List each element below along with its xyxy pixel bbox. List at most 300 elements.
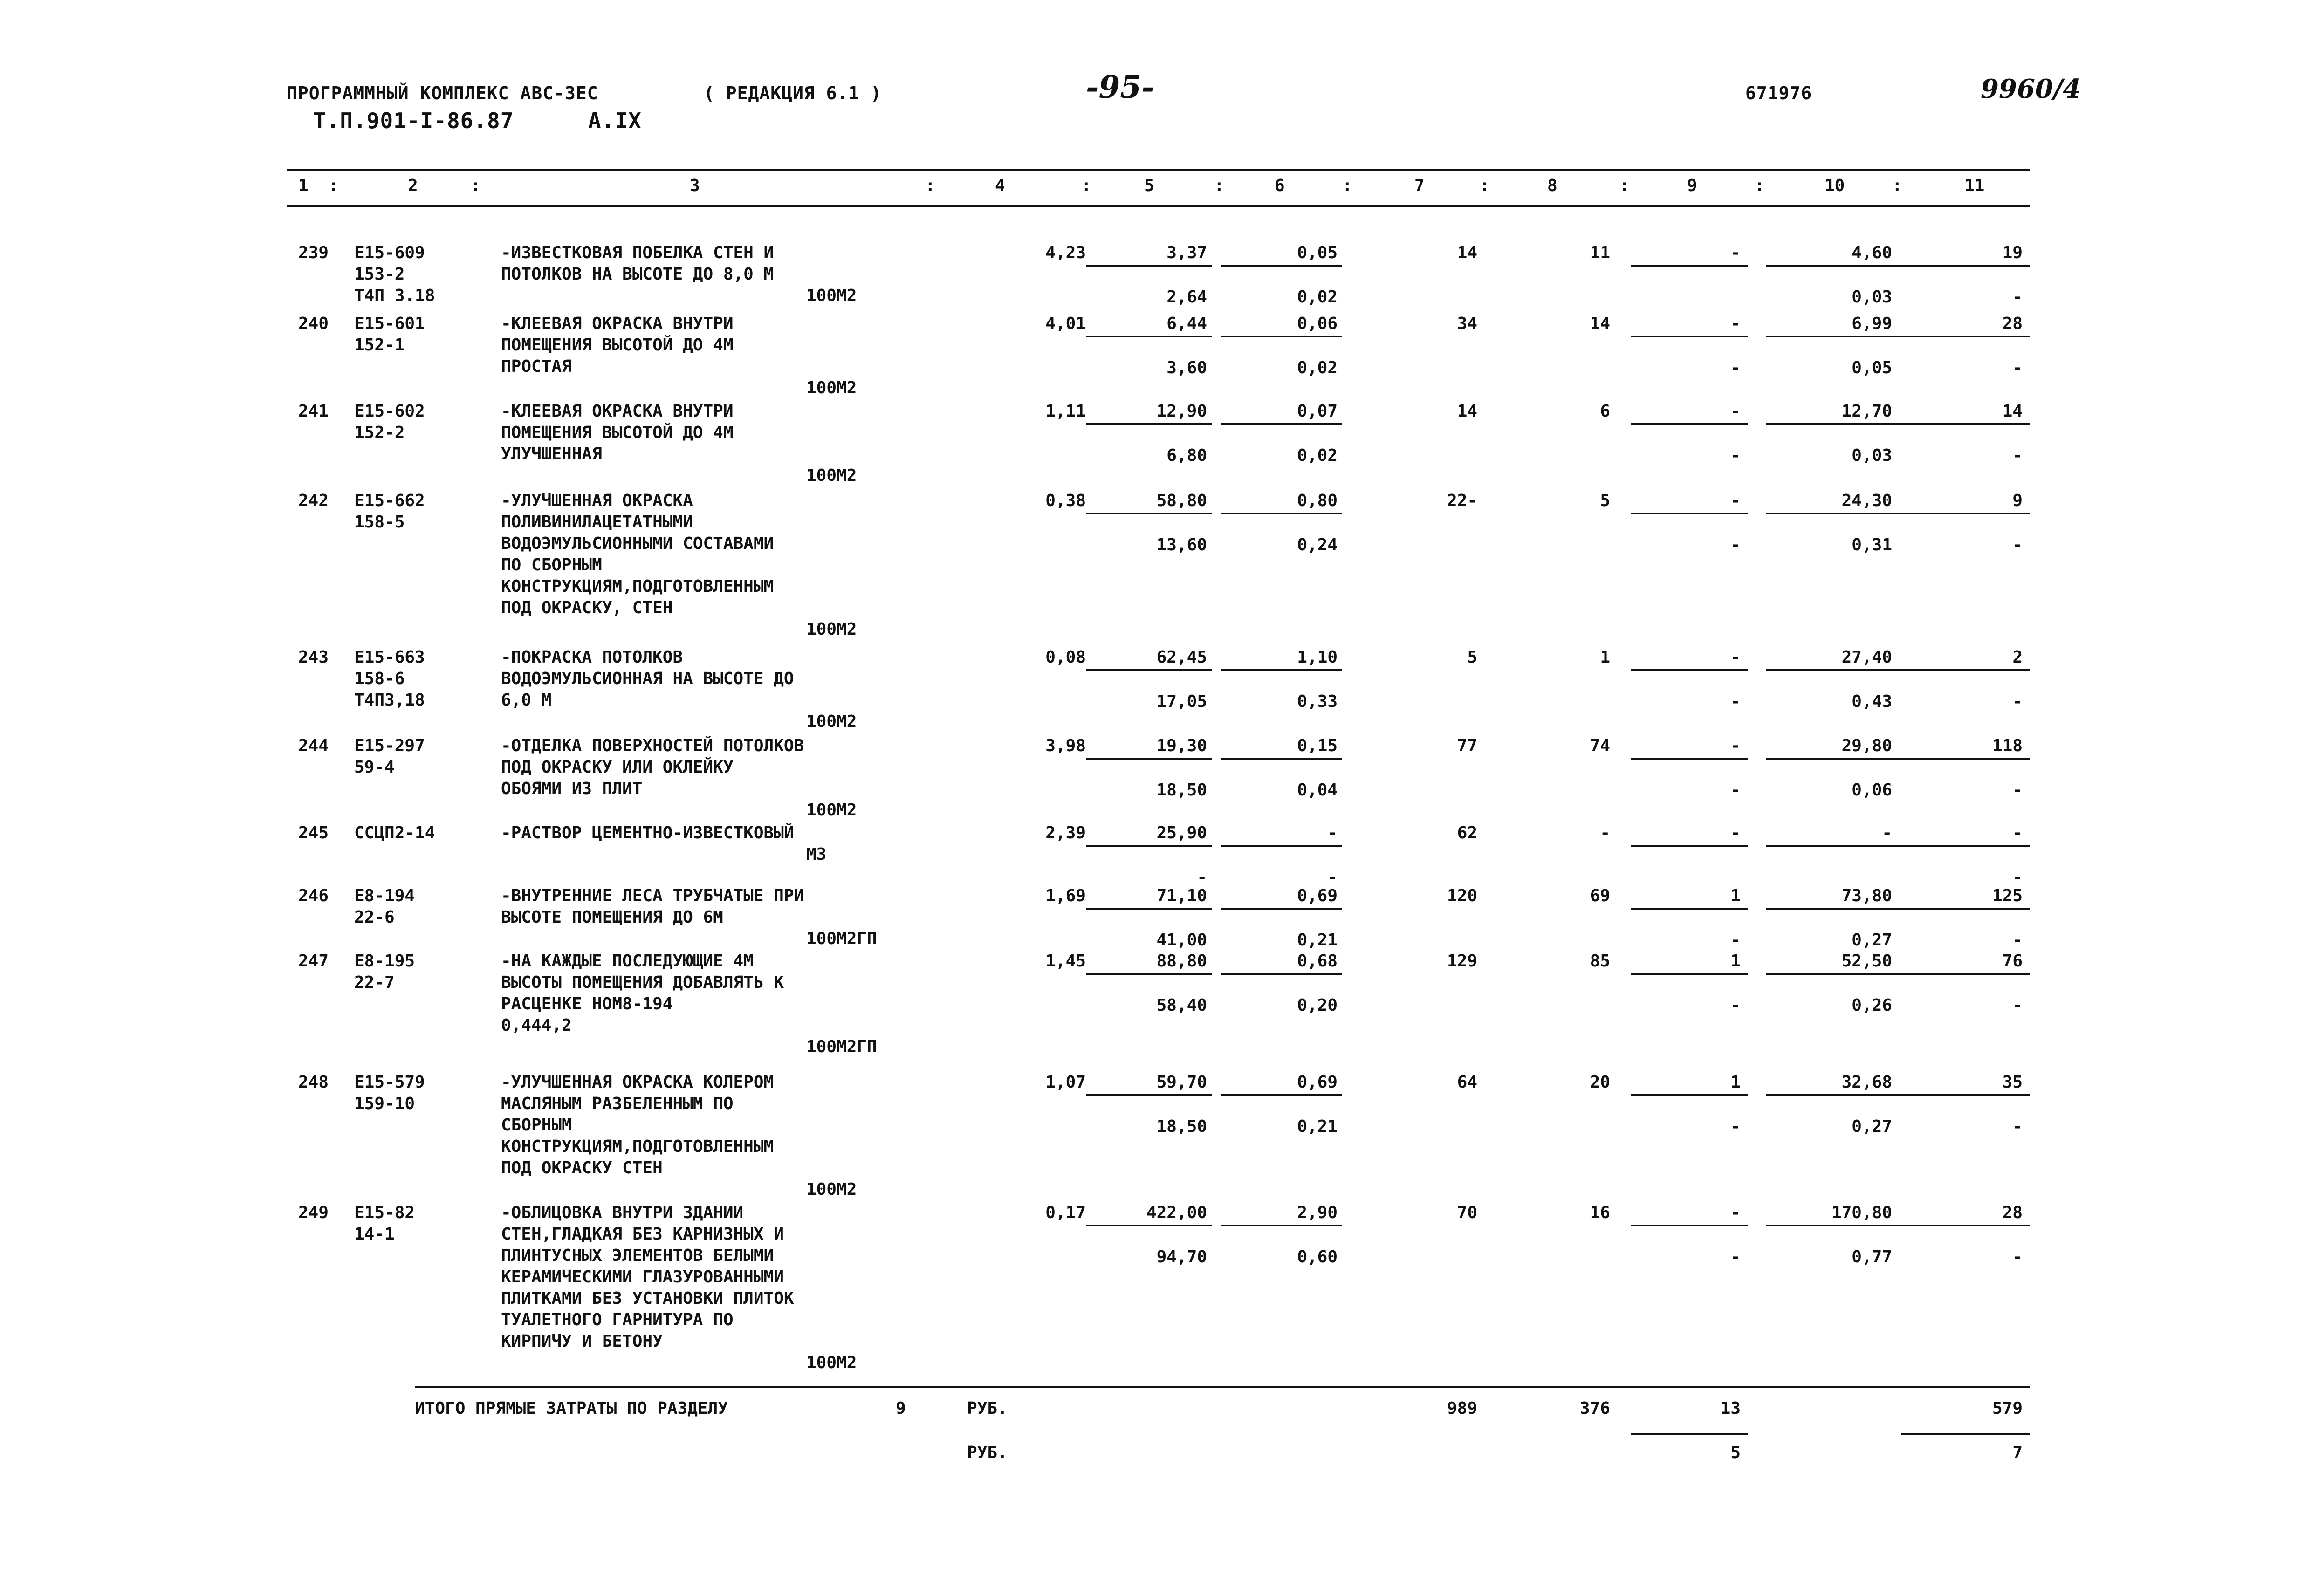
value-cell-c5-second: 18,50 — [1156, 1117, 1207, 1136]
rate-code: Е15-662 — [354, 491, 425, 510]
quantity-cell: 1,45 — [1045, 952, 1086, 971]
column-separator: : — [1892, 176, 1902, 195]
cell-rule — [1901, 758, 2030, 760]
cell-rule — [1086, 513, 1212, 514]
cell-rule — [1631, 423, 1748, 425]
value-cell-c9-second: - — [1730, 535, 1741, 555]
cell-rule — [1086, 758, 1212, 760]
value-cell-c6-second: 0,24 — [1297, 535, 1338, 555]
totals-currency-2: РУБ. — [967, 1443, 1008, 1462]
work-description: -ВНУТРЕННИЕ ЛЕСА ТРУБЧАТЫЕ ПРИ — [501, 886, 804, 905]
value-cell-c5: 62,45 — [1156, 648, 1207, 667]
row-number: 248 — [298, 1073, 329, 1092]
totals-col11-second: 7 — [2012, 1443, 2023, 1462]
quantity-cell: 2,39 — [1045, 823, 1086, 843]
row-number: 241 — [298, 402, 329, 421]
cell-rule — [1086, 423, 1212, 425]
value-cell-c9-second: - — [1730, 781, 1741, 800]
rate-reference: 14-1 — [354, 1225, 395, 1244]
value-cell-c6-second: 0,04 — [1297, 781, 1338, 800]
work-description: ПОД ОКРАСКУ СТЕН — [501, 1158, 663, 1178]
value-cell-c7: 70 — [1457, 1203, 1477, 1222]
column-separator: : — [925, 176, 935, 195]
value-cell-c11: - — [2012, 823, 2023, 843]
totals-label: ИТОГО ПРЯМЫЕ ЗАТРАТЫ ПО РАЗДЕЛУ — [415, 1399, 728, 1418]
work-description: ОБОЯМИ ИЗ ПЛИТ — [501, 779, 643, 798]
value-cell-c7: 64 — [1457, 1073, 1477, 1092]
page-number: -95- — [1086, 69, 1154, 105]
rate-reference: 158-5 — [354, 513, 405, 532]
value-cell-c9: - — [1730, 823, 1741, 843]
cell-rule — [1086, 1225, 1212, 1226]
value-cell-c10-second: 0,27 — [1852, 931, 1892, 950]
cell-rule — [1766, 423, 1906, 425]
value-cell-c9: - — [1730, 314, 1741, 333]
row-number: 240 — [298, 314, 329, 333]
program-title: ПРОГРАММНЫЙ КОМПЛЕКС АВС-ЗЕС — [287, 83, 598, 103]
cell-rule — [1766, 1094, 1906, 1096]
row-number: 244 — [298, 736, 329, 755]
value-cell-c5-second: 58,40 — [1156, 996, 1207, 1015]
unit-of-measure: 100М2 — [806, 378, 857, 397]
rate-code: Е15-601 — [354, 314, 425, 333]
cell-rule — [1221, 1094, 1342, 1096]
cell-rule — [1901, 845, 2030, 847]
work-description: УЛУЧШЕННАЯ — [501, 445, 602, 464]
work-description: РАСЦЕНКЕ НОМ8-194 — [501, 994, 673, 1014]
column-separator: : — [1342, 176, 1352, 195]
value-cell-c5-second: 13,60 — [1156, 535, 1207, 555]
value-cell-c9: - — [1730, 736, 1741, 755]
work-description: ВЫСОТЕ ПОМЕЩЕНИЯ ДО 6М — [501, 908, 723, 927]
value-cell-c9: 1 — [1730, 1073, 1741, 1092]
totals-col11: 579 — [1992, 1399, 2023, 1418]
totals-col9: 13 — [1720, 1399, 1741, 1418]
work-description: КОНСТРУКЦИЯМ,ПОДГОТОВЛЕННЫМ — [501, 577, 774, 596]
column-header-rule — [287, 205, 2030, 207]
cell-rule — [1221, 758, 1342, 760]
totals-col9-rule — [1631, 1433, 1748, 1435]
cell-rule — [1766, 265, 1906, 267]
value-cell-c11: 28 — [2002, 1203, 2023, 1222]
value-cell-c9-second: - — [1730, 931, 1741, 950]
work-description: ПОЛИВИНИЛАЦЕТАТНЫМИ — [501, 513, 693, 532]
value-cell-c10-second: 0,77 — [1852, 1247, 1892, 1267]
value-cell-c8: 11 — [1590, 243, 1610, 262]
value-cell-c5: 25,90 — [1156, 823, 1207, 843]
value-cell-c6: 0,05 — [1297, 243, 1338, 262]
value-cell-c11-second: - — [2012, 446, 2023, 465]
value-cell-c10: 52,50 — [1841, 952, 1892, 971]
column-header-9: 9 — [1687, 176, 1697, 195]
rate-reference: 158-6 — [354, 669, 405, 688]
cell-rule — [1221, 845, 1342, 847]
value-cell-c11-second: - — [2012, 535, 2023, 555]
unit-of-measure: 100М2 — [806, 1180, 857, 1199]
work-description: -ОТДЕЛКА ПОВЕРХНОСТЕЙ ПОТОЛКОВ — [501, 736, 804, 755]
cell-rule — [1766, 758, 1906, 760]
work-description: ПОД ОКРАСКУ ИЛИ ОКЛЕЙКУ — [501, 758, 734, 777]
album-number: А.IX — [588, 108, 642, 133]
cell-rule — [1221, 336, 1342, 337]
column-header-2: 2 — [408, 176, 418, 195]
value-cell-c10-second: 0,06 — [1852, 781, 1892, 800]
value-cell-c11-second: - — [2012, 868, 2023, 887]
cell-rule — [1086, 1094, 1212, 1096]
value-cell-c11: 28 — [2002, 314, 2023, 333]
value-cell-c7: 14 — [1457, 402, 1477, 421]
value-cell-c8: - — [1600, 823, 1610, 843]
row-number: 247 — [298, 952, 329, 971]
value-cell-c5-second: 3,60 — [1166, 358, 1207, 377]
value-cell-c10: 73,80 — [1841, 886, 1892, 905]
work-description: 0,444,2 — [501, 1016, 572, 1035]
value-cell-c5-second: 94,70 — [1156, 1247, 1207, 1267]
value-cell-c6-second: 0,60 — [1297, 1247, 1338, 1267]
value-cell-c10-second: 0,05 — [1852, 358, 1892, 377]
column-separator: : — [1619, 176, 1630, 195]
column-separator: : — [1755, 176, 1765, 195]
cell-rule — [1766, 513, 1906, 514]
column-separator: : — [1081, 176, 1091, 195]
work-description: 6,0 М — [501, 691, 552, 710]
unit-of-measure: 100М2ГП — [806, 1037, 877, 1056]
cell-rule — [1631, 669, 1748, 671]
value-cell-c11: 118 — [1992, 736, 2023, 755]
value-cell-c10: 12,70 — [1841, 402, 1892, 421]
value-cell-c8: 69 — [1590, 886, 1610, 905]
value-cell-c9: - — [1730, 1203, 1741, 1222]
value-cell-c7: 34 — [1457, 314, 1477, 333]
value-cell-c5-second: 18,50 — [1156, 781, 1207, 800]
column-separator: : — [471, 176, 481, 195]
cell-rule — [1221, 973, 1342, 975]
work-description: -УЛУЧШЕННАЯ ОКРАСКА КОЛЕРОМ — [501, 1073, 774, 1092]
cell-rule — [1631, 265, 1748, 267]
value-cell-c11-second: - — [2012, 288, 2023, 307]
value-cell-c9: - — [1730, 402, 1741, 421]
rate-code: Е8-194 — [354, 886, 415, 905]
row-number: 243 — [298, 648, 329, 667]
work-description: СБОРНЫМ — [501, 1116, 572, 1135]
unit-of-measure: 100М2 — [806, 286, 857, 305]
cell-rule — [1901, 265, 2030, 267]
row-number: 239 — [298, 243, 329, 262]
inventory-number: 9960/4 — [1981, 74, 2081, 104]
work-description: -КЛЕЕВАЯ ОКРАСКА ВНУТРИ — [501, 402, 734, 421]
cell-rule — [1901, 513, 2030, 514]
cell-rule — [1901, 1225, 2030, 1226]
value-cell-c5-second: - — [1197, 868, 1207, 887]
value-cell-c5: 12,90 — [1156, 402, 1207, 421]
rate-code: Е15-82 — [354, 1203, 415, 1222]
value-cell-c11-second: - — [2012, 781, 2023, 800]
value-cell-c7: 5 — [1467, 648, 1477, 667]
rate-reference: 22-7 — [354, 973, 395, 992]
value-cell-c6-second: 0,02 — [1297, 358, 1338, 377]
value-cell-c8: 6 — [1600, 402, 1610, 421]
value-cell-c6: 2,90 — [1297, 1203, 1338, 1222]
cell-rule — [1766, 336, 1906, 337]
work-description: ВОДОЭМУЛЬСИОННЫМИ СОСТАВАМИ — [501, 534, 774, 553]
value-cell-c10-second: 0,31 — [1852, 535, 1892, 555]
rate-code: Е15-602 — [354, 402, 425, 421]
value-cell-c9-second: - — [1730, 996, 1741, 1015]
cell-rule — [1901, 908, 2030, 910]
cell-rule — [1221, 265, 1342, 267]
cell-rule — [1631, 336, 1748, 337]
rate-code: ССЦП2-14 — [354, 823, 435, 843]
totals-rule — [415, 1386, 2030, 1388]
value-cell-c5: 58,80 — [1156, 491, 1207, 510]
rate-reference: 153-2 — [354, 265, 405, 284]
value-cell-c6-second: - — [1327, 868, 1338, 887]
value-cell-c11-second: - — [2012, 996, 2023, 1015]
row-number: 246 — [298, 886, 329, 905]
value-cell-c9: 1 — [1730, 886, 1741, 905]
column-header-5: 5 — [1144, 176, 1154, 195]
cell-rule — [1221, 1225, 1342, 1226]
column-header-10: 10 — [1825, 176, 1845, 195]
cell-rule — [1086, 669, 1212, 671]
value-cell-c9: 1 — [1730, 952, 1741, 971]
value-cell-c11-second: - — [2012, 1247, 2023, 1267]
value-cell-c8: 85 — [1590, 952, 1610, 971]
work-description: -ПОКРАСКА ПОТОЛКОВ — [501, 648, 683, 667]
value-cell-c5-second: 41,00 — [1156, 931, 1207, 950]
value-cell-c8: 1 — [1600, 648, 1610, 667]
rate-code: Е15-297 — [354, 736, 425, 755]
value-cell-c7: 22- — [1447, 491, 1477, 510]
row-number: 245 — [298, 823, 329, 843]
value-cell-c7: 62 — [1457, 823, 1477, 843]
work-description: МАСЛЯНЫМ РАЗБЕЛЕННЫМ ПО — [501, 1094, 734, 1113]
column-header-4: 4 — [995, 176, 1005, 195]
value-cell-c10: 29,80 — [1841, 736, 1892, 755]
rate-reference: Т4П3,18 — [354, 691, 425, 710]
quantity-cell: 1,11 — [1045, 402, 1086, 421]
row-number: 249 — [298, 1203, 329, 1222]
value-cell-c6-second: 0,20 — [1297, 996, 1338, 1015]
value-cell-c6: 0,69 — [1297, 886, 1338, 905]
cell-rule — [1766, 908, 1906, 910]
quantity-cell: 1,07 — [1045, 1073, 1086, 1092]
rate-reference: 159-10 — [354, 1094, 415, 1113]
value-cell-c6-second: 0,21 — [1297, 931, 1338, 950]
cell-rule — [1901, 423, 2030, 425]
value-cell-c10-second: 0,43 — [1852, 692, 1892, 711]
value-cell-c10: 32,68 — [1841, 1073, 1892, 1092]
cell-rule — [1221, 423, 1342, 425]
work-description: ПО СБОРНЫМ — [501, 555, 602, 575]
unit-of-measure: 100М2 — [806, 712, 857, 731]
cell-rule — [1766, 973, 1906, 975]
rate-reference: 152-1 — [354, 336, 405, 355]
value-cell-c10: 6,99 — [1852, 314, 1892, 333]
value-cell-c9-second: - — [1730, 692, 1741, 711]
value-cell-c6: 0,69 — [1297, 1073, 1338, 1092]
cell-rule — [1901, 669, 2030, 671]
work-description: ПЛИТКАМИ БЕЗ УСТАНОВКИ ПЛИТОК — [501, 1289, 794, 1308]
value-cell-c6-second: 0,02 — [1297, 446, 1338, 465]
quantity-cell: 4,01 — [1045, 314, 1086, 333]
quantity-cell: 0,17 — [1045, 1203, 1086, 1222]
unit-of-measure: 100М2 — [806, 1353, 857, 1372]
value-cell-c11: 76 — [2002, 952, 2023, 971]
value-cell-c11: 19 — [2002, 243, 2023, 262]
value-cell-c5: 6,44 — [1166, 314, 1207, 333]
cell-rule — [1631, 513, 1748, 514]
rate-reference: 152-2 — [354, 423, 405, 442]
rate-reference: 22-6 — [354, 908, 395, 927]
value-cell-c5: 422,00 — [1146, 1203, 1207, 1222]
value-cell-c7: 129 — [1447, 952, 1477, 971]
value-cell-c10: 4,60 — [1852, 243, 1892, 262]
cell-rule — [1901, 973, 2030, 975]
value-cell-c9-second: - — [1730, 1247, 1741, 1267]
value-cell-c9-second: - — [1730, 1117, 1741, 1136]
totals-col9-second: 5 — [1730, 1443, 1741, 1462]
value-cell-c6: 0,68 — [1297, 952, 1338, 971]
unit-of-measure: 100М2 — [806, 801, 857, 820]
rate-code: Е15-663 — [354, 648, 425, 667]
work-description: -НА КАЖДЫЕ ПОСЛЕДУЮЩИЕ 4М — [501, 952, 754, 971]
unit-of-measure: М3 — [806, 845, 827, 864]
value-cell-c6-second: 0,02 — [1297, 288, 1338, 307]
cell-rule — [1221, 669, 1342, 671]
work-description: ВЫСОТЫ ПОМЕЩЕНИЯ ДОБАВЛЯТЬ К — [501, 973, 784, 992]
value-cell-c5-second: 17,05 — [1156, 692, 1207, 711]
cell-rule — [1766, 1225, 1906, 1226]
work-description: -КЛЕЕВАЯ ОКРАСКА ВНУТРИ — [501, 314, 734, 333]
value-cell-c5: 59,70 — [1156, 1073, 1207, 1092]
value-cell-c10: 24,30 — [1841, 491, 1892, 510]
value-cell-c7: 77 — [1457, 736, 1477, 755]
value-cell-c11: 125 — [1992, 886, 2023, 905]
value-cell-c5-second: 6,80 — [1166, 446, 1207, 465]
quantity-cell: 0,38 — [1045, 491, 1086, 510]
totals-col8: 376 — [1579, 1399, 1610, 1418]
row-number: 242 — [298, 491, 329, 510]
document-code: 671976 — [1745, 83, 1812, 103]
value-cell-c9-second: - — [1730, 446, 1741, 465]
value-cell-c6: 0,80 — [1297, 491, 1338, 510]
work-description: СТЕН,ГЛАДКАЯ БЕЗ КАРНИЗНЫХ И — [501, 1225, 784, 1244]
quantity-cell: 3,98 — [1045, 736, 1086, 755]
value-cell-c8: 16 — [1590, 1203, 1610, 1222]
cell-rule — [1221, 513, 1342, 514]
cell-rule — [1086, 973, 1212, 975]
work-description: ВОДОЭМУЛЬСИОННАЯ НА ВЫСОТЕ ДО — [501, 669, 794, 688]
rate-code: Е15-579 — [354, 1073, 425, 1092]
cell-rule — [1631, 973, 1748, 975]
value-cell-c10-second: 0,26 — [1852, 996, 1892, 1015]
cell-rule — [1631, 1225, 1748, 1226]
value-cell-c8: 14 — [1590, 314, 1610, 333]
value-cell-c6-second: 0,21 — [1297, 1117, 1338, 1136]
value-cell-c5: 88,80 — [1156, 952, 1207, 971]
value-cell-c6: - — [1327, 823, 1338, 843]
value-cell-c5: 19,30 — [1156, 736, 1207, 755]
table-top-rule — [287, 169, 2030, 171]
value-cell-c8: 74 — [1590, 736, 1610, 755]
cell-rule — [1086, 845, 1212, 847]
column-header-8: 8 — [1547, 176, 1557, 195]
totals-col7: 989 — [1447, 1399, 1477, 1418]
value-cell-c10: - — [1882, 823, 1892, 843]
value-cell-c9: - — [1730, 491, 1741, 510]
value-cell-c5: 71,10 — [1156, 886, 1207, 905]
cell-rule — [1631, 1094, 1748, 1096]
work-description: ПОТОЛКОВ НА ВЫСОТЕ ДО 8,0 М — [501, 265, 774, 284]
work-description: -УЛУЧШЕННАЯ ОКРАСКА — [501, 491, 693, 510]
unit-of-measure: 100М2 — [806, 466, 857, 485]
cell-rule — [1086, 336, 1212, 337]
work-description: КОНСТРУКЦИЯМ,ПОДГОТОВЛЕННЫМ — [501, 1137, 774, 1156]
value-cell-c6: 0,07 — [1297, 402, 1338, 421]
value-cell-c8: 20 — [1590, 1073, 1610, 1092]
cell-rule — [1766, 669, 1906, 671]
value-cell-c9-second: - — [1730, 358, 1741, 377]
value-cell-c11: 9 — [2012, 491, 2023, 510]
value-cell-c10: 27,40 — [1841, 648, 1892, 667]
column-header-6: 6 — [1275, 176, 1285, 195]
value-cell-c11: 2 — [2012, 648, 2023, 667]
value-cell-c10: 170,80 — [1831, 1203, 1892, 1222]
work-description: ПРОСТАЯ — [501, 357, 572, 376]
rate-code: Е8-195 — [354, 952, 415, 971]
cell-rule — [1631, 908, 1748, 910]
value-cell-c11-second: - — [2012, 358, 2023, 377]
work-description: -РАСТВОР ЦЕМЕНТНО-ИЗВЕСТКОВЫЙ — [501, 823, 794, 843]
value-cell-c6: 1,10 — [1297, 648, 1338, 667]
value-cell-c11-second: - — [2012, 931, 2023, 950]
quantity-cell: 4,23 — [1045, 243, 1086, 262]
work-description: КИРПИЧУ И БЕТОНУ — [501, 1332, 663, 1351]
cell-rule — [1631, 758, 1748, 760]
quantity-cell: 1,69 — [1045, 886, 1086, 905]
totals-section: 9 — [896, 1399, 906, 1418]
column-separator: : — [329, 176, 339, 195]
cell-rule — [1901, 336, 2030, 337]
value-cell-c8: 5 — [1600, 491, 1610, 510]
column-header-1: 1 — [298, 176, 309, 195]
rate-code: Е15-609 — [354, 243, 425, 262]
cell-rule — [1901, 1094, 2030, 1096]
project-number: Т.П.901-I-86.87 — [313, 108, 514, 133]
work-description: ПОМЕЩЕНИЯ ВЫСОТОЙ ДО 4М — [501, 423, 734, 442]
value-cell-c9: - — [1730, 648, 1741, 667]
work-description: ПОМЕЩЕНИЯ ВЫСОТОЙ ДО 4М — [501, 336, 734, 355]
value-cell-c9: - — [1730, 243, 1741, 262]
edition-label: ( РЕДАКЦИЯ 6.1 ) — [704, 83, 882, 103]
value-cell-c11: 35 — [2002, 1073, 2023, 1092]
column-header-11: 11 — [1964, 176, 1985, 195]
unit-of-measure: 100М2ГП — [806, 929, 877, 948]
cell-rule — [1766, 845, 1906, 847]
column-header-3: 3 — [690, 176, 700, 195]
totals-currency-1: РУБ. — [967, 1399, 1008, 1418]
work-description: ТУАЛЕТНОГО ГАРНИТУРА ПО — [501, 1310, 734, 1329]
value-cell-c11-second: - — [2012, 692, 2023, 711]
value-cell-c10-second: 0,03 — [1852, 288, 1892, 307]
cell-rule — [1631, 845, 1748, 847]
value-cell-c7: 14 — [1457, 243, 1477, 262]
rate-reference: 59-4 — [354, 758, 395, 777]
work-description: -ОБЛИЦОВКА ВНУТРИ ЗДАНИИ — [501, 1203, 744, 1222]
work-description: -ИЗВЕСТКОВАЯ ПОБЕЛКА СТЕН И — [501, 243, 774, 262]
rate-reference: Т4П 3.18 — [354, 286, 435, 305]
